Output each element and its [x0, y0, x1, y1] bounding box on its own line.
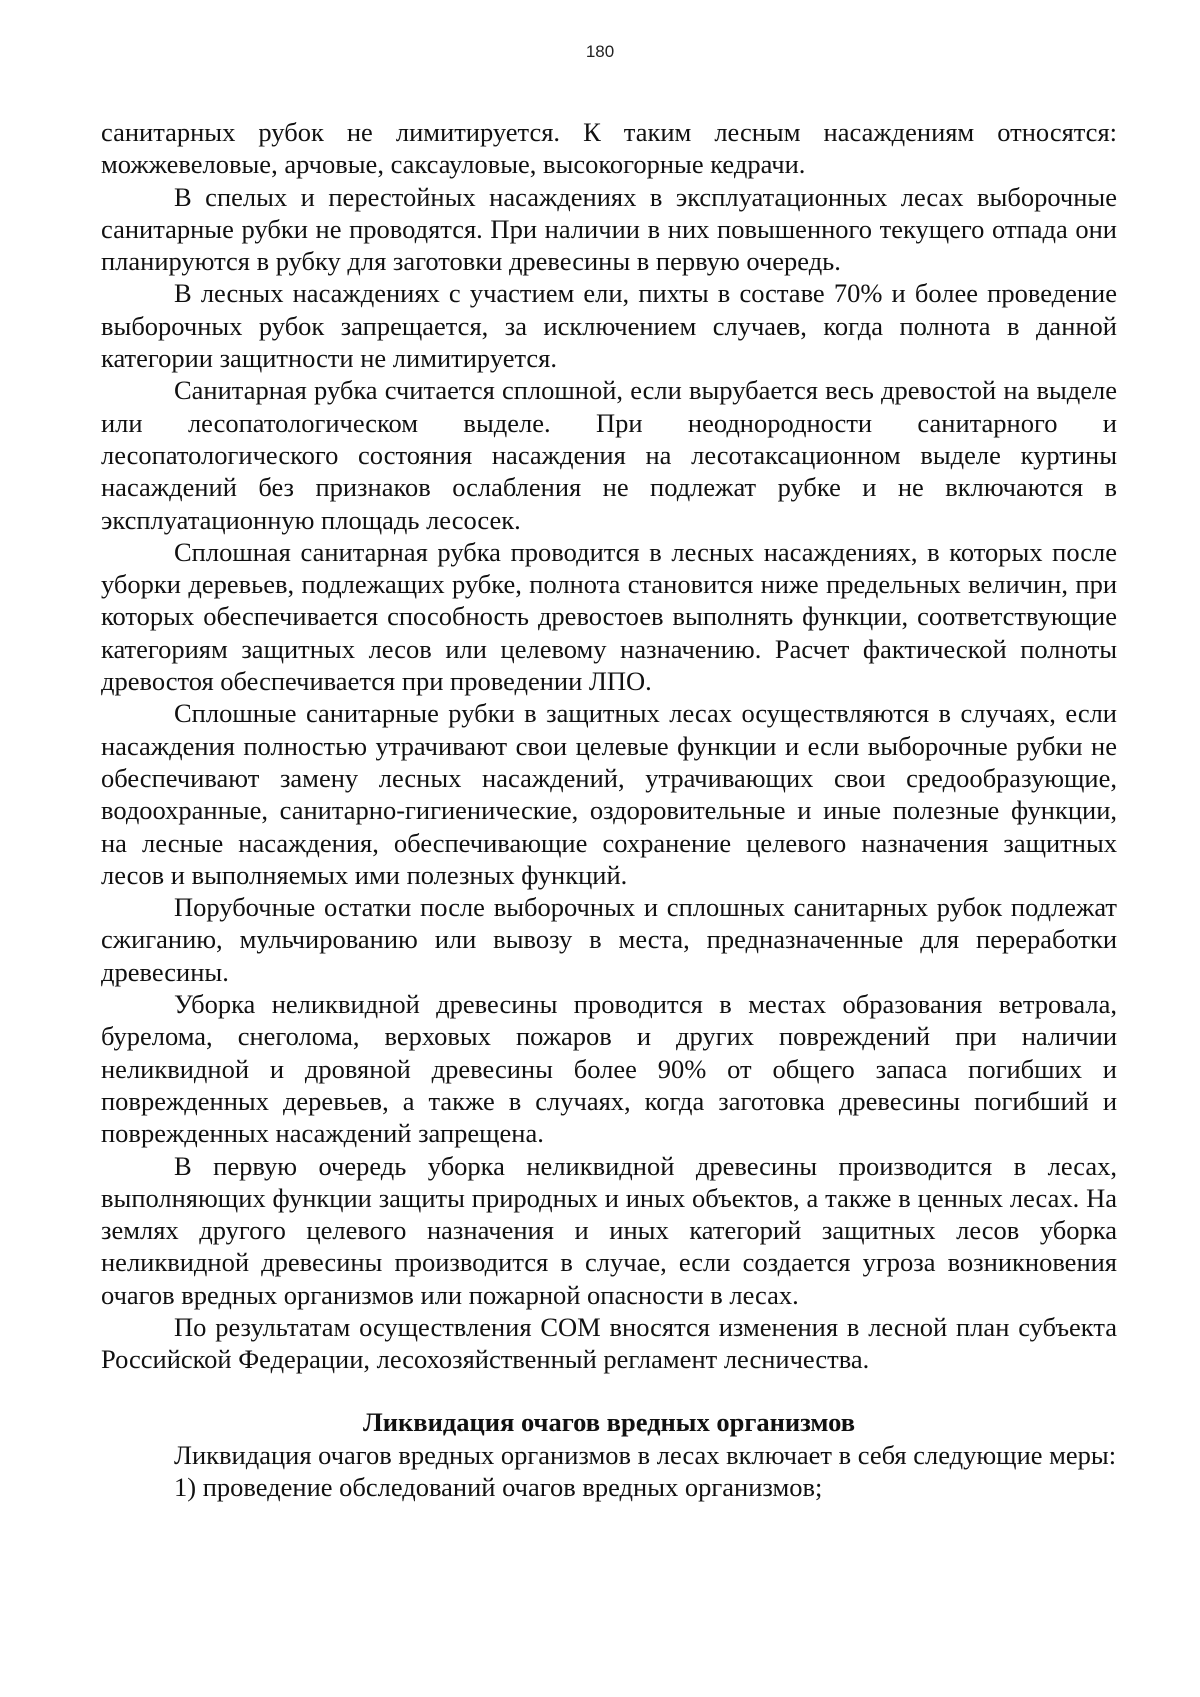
paragraph-logging-residues: Порубочные остатки после выборочных и сплошных санитарных рубок подлежат сжиганию, мульчированию или вывозу в места, предназначенные для переработки древесины.	[101, 892, 1117, 987]
document-body	[101, 116, 1117, 1503]
paragraph-continuation: санитарных рубок не лимитируется. К таким лесным насаждениям относятся: можжевеловые, арчовые, саксауловые, высокогорные кедрачи.	[101, 117, 1117, 180]
paragraph-forest-plan-changes: По результатам осуществления СОМ вносятся изменения в лесной план субъекта Российской Федерации, лесохозяйственный регламент лесничества.	[101, 1311, 1117, 1375]
page-number: 180	[585, 42, 615, 61]
paragraph-section-intro: Ликвидация очагов вредных организмов в лесах включает в себя следующие меры:	[174, 1439, 1117, 1470]
paragraph-mature-stands: В спелых и перестойных насаждениях в эксплуатационных лесах выборочные санитарные рубки не проводятся. При наличии в них повышенного текущего отпада они планируются в рубку для заготовки древесины в первую очередь.	[101, 181, 1117, 277]
paragraph-priority-cleanup: В первую очередь уборка неликвидной древесины производится в лесах, выполняющих функции защиты природных и иных объектов, а также в ценных лесах. На землях другого целевого назначения и иных категорий защитных лесов уборка неликвидной древесины производится в случае, если создается угроза возникновения очагов вредных организмов или пожарной опасности в лесах.	[101, 1150, 1117, 1310]
list-item-1: 1) проведение обследований очагов вредных организмов;	[174, 1472, 823, 1503]
section-heading: Ликвидация очагов вредных организмов	[362, 1406, 856, 1437]
paragraph-spruce-fir: В лесных насаждениях с участием ели, пихты в составе 70% и более проведение выборочных рубок запрещается, за исключением случаев, когда полнота в данной категории защитности не лимитируется.	[101, 278, 1117, 374]
paragraph-clear-cut-conditions: Сплошная санитарная рубка проводится в лесных насаждениях, в которых после уборки деревьев, подлежащих рубке, полнота становится ниже предельных величин, при которых обеспечивается способность древостоев выполнять функции, соответствующие категориям защитных лесов или целевому назначению. Расчет фактической полноты древостоя обеспечивается при проведении ЛПО.	[101, 536, 1117, 697]
paragraph-protective-forests: Сплошные санитарные рубки в защитных лесах осуществляются в случаях, если насаждения полностью утрачивают свои целевые функции и если выборочные рубки не обеспечивают замену лесных насаждений, утрачивающих свои средообразующие, водоохранные, санитарно-гигиенические, оздоровительные и иные полезные функции, на лесные насаждения, обеспечивающие сохранение целевого назначения защитных лесов и выполняемых ими полезных функций.	[101, 698, 1117, 890]
paragraph-clear-cut-definition: Санитарная рубка считается сплошной, если вырубается весь древостой на выделе или лесопатологическом выделе. При неоднородности санитарного и лесопатологического состояния насаждения на лесотаксационном выделе куртины насаждений без признаков ослабления не подлежат рубке и не включаются в эксплуатационную площадь лесосек.	[101, 375, 1117, 535]
paragraph-illiquid-wood: Уборка неликвидной древесины проводится в местах образования ветровала, бурелома, снеголома, верховых пожаров и других повреждений при наличии неликвидной и дровяной древесины более 90% от общего запаса погибших и поврежденных деревьев, а также в случаях, когда заготовка древесины погибший и поврежденных насаждений запрещена.	[101, 989, 1117, 1149]
